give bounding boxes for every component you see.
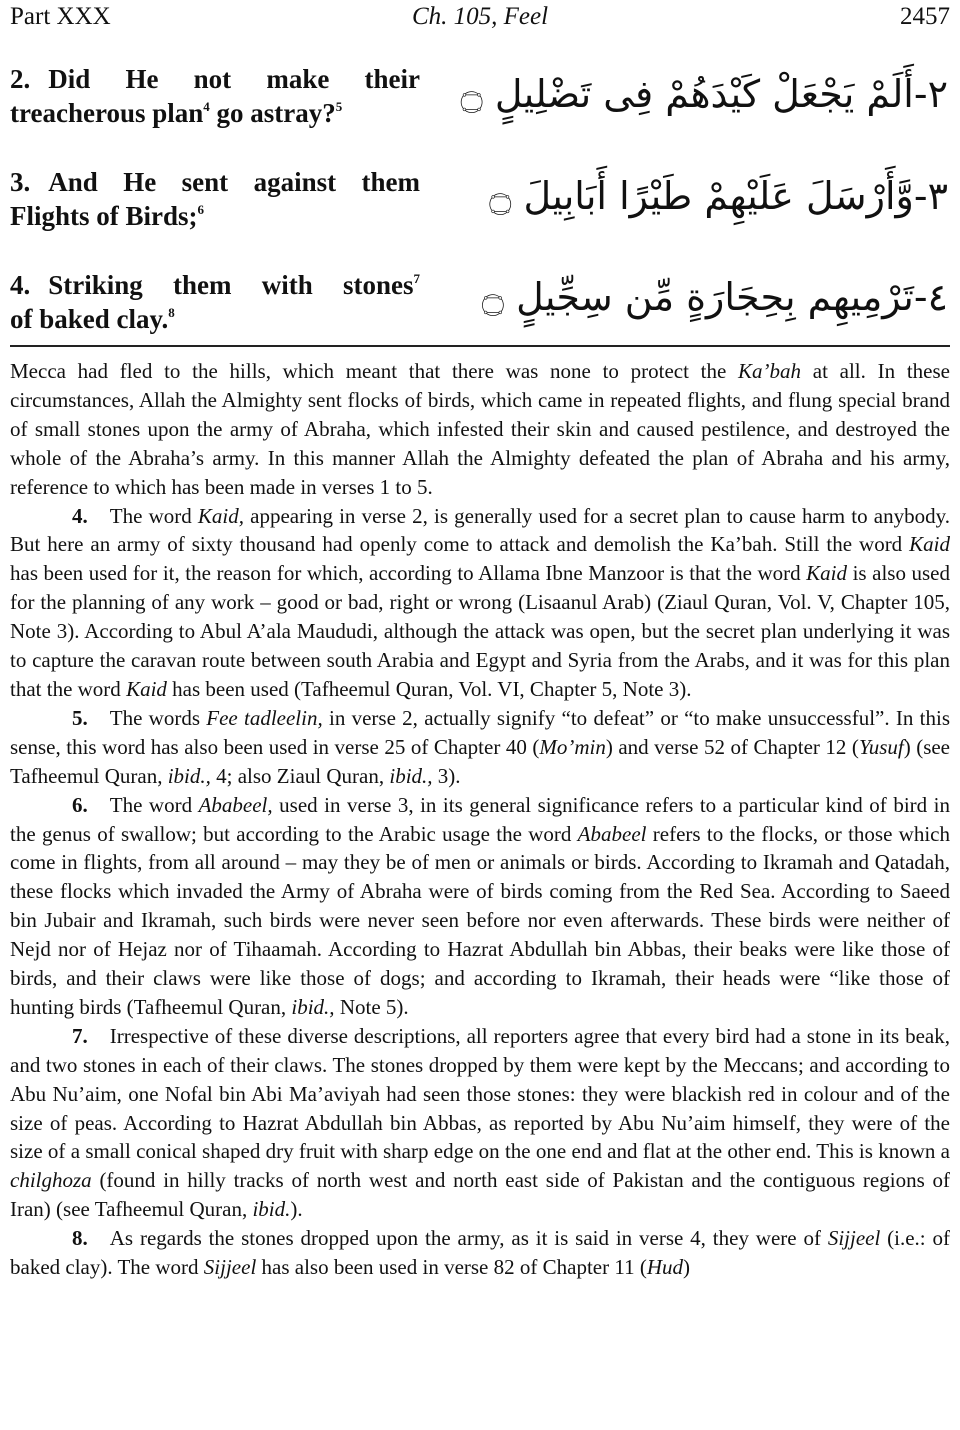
footnote-ref: 7 bbox=[413, 271, 420, 286]
verse-text: Flights of Birds; bbox=[10, 201, 198, 231]
italic-term: chilghoza bbox=[10, 1168, 92, 1193]
text: has been used (Tafheemul Quran, Vol. VI, Chapter 5, Note 3). bbox=[166, 676, 692, 701]
text: used in verse 3, in its general significance refers to a particular kind of bird in the genus of swallow; but according to the Arabic usage the word bbox=[10, 792, 950, 846]
commentary bbox=[10, 357, 950, 1282]
chapter-title: Ch. 105, Feel bbox=[411, 3, 549, 30]
italic-term: Kaid bbox=[126, 676, 167, 701]
page-header bbox=[10, 2, 950, 32]
note-7 bbox=[10, 1022, 950, 1224]
verse-number: 2. bbox=[10, 64, 31, 94]
verse-4-translation bbox=[10, 268, 420, 336]
text: has also been used in verse 82 of Chapter 11 ( bbox=[256, 1255, 647, 1280]
italic-term: Kaid bbox=[806, 561, 848, 586]
note-5 bbox=[10, 704, 950, 791]
verse-number: 4. bbox=[10, 270, 31, 300]
italic-term: Mo’min bbox=[539, 734, 606, 759]
text: Mecca had fled to the hills, which meant that there was none to protect the bbox=[10, 359, 739, 383]
italic-term: Kaid bbox=[909, 532, 950, 557]
italic-term: ibid., bbox=[291, 994, 335, 1019]
note-number: 4. bbox=[72, 503, 88, 528]
footnote-ref: 5 bbox=[335, 99, 343, 114]
note-number: 7. bbox=[72, 1023, 88, 1048]
italic-term: Fee tadleelin, bbox=[206, 705, 323, 730]
italic-term: Yusuf bbox=[858, 734, 904, 759]
verse-number: 3. bbox=[10, 167, 31, 197]
footnote-ref: 8 bbox=[168, 305, 175, 320]
note-4 bbox=[10, 502, 950, 704]
text: As regards the stones dropped upon the army, as it is said in verse 4, they were of bbox=[109, 1226, 828, 1251]
verse-3-translation bbox=[10, 165, 420, 233]
note-8 bbox=[10, 1224, 950, 1282]
text: is also used for the planning of any work – good or bad, right or wrong (Lisaanul Arab) (Ziaul Quran, Vol. V, Chapter 105, Note 3). According to Abul A’ala Maududi, although the attack was open, but the secret plan underlying it was to capture the caravan route between south Arabia and Egypt and Syria from the Arabs, and it was for this plan that the word bbox=[10, 561, 950, 701]
italic-term: Sijjeel bbox=[203, 1255, 257, 1280]
page-number: 2457 bbox=[900, 3, 950, 30]
paragraph bbox=[10, 357, 950, 502]
text: The word bbox=[109, 792, 199, 817]
italic-term: Ka’bah bbox=[738, 359, 802, 383]
verse-3-arabic: ٣-وَّأَرْسَلَ عَلَيْهِمْ طَيْرًا أَبَابِيلَ ۝ bbox=[489, 174, 948, 218]
text: has been used for it, the reason for which, according to Allama Ibne Manzoor is that the word bbox=[10, 561, 807, 586]
section-divider bbox=[10, 345, 950, 347]
verse-text: go astray? bbox=[209, 98, 336, 128]
text: at all. In these circumstances, Allah the Almighty sent flocks of birds, which came in repeated flights, and flung special brand of small stones upon the army of Abraha, which infested their skin and caused pestilence, and destroyed the whole of the Abraha’s army. In this manner Allah the Almighty defeated the plan of Abraha and his army, reference to which has been made in verses 1 to 5. bbox=[10, 359, 950, 499]
text: Irrespective of these diverse descriptions, all reporters agree that every bird had a stone in its beak, and two stones in each of their claws. The stones dropped by them were kept by the Meccans; and according to Abu Nu’aim, one Nofal bin Abi Ma’aviyah had seen those stones: they were blackish red in colour and of the size of peas. According to Hazrat Abdullah bin Abbas, as reported by Abu Nu’aim himself, they were of the size of a small conical shaped dry fruit with sharp edge on the one end and flat at the other end. This is known a bbox=[10, 1023, 950, 1164]
italic-term: Hud bbox=[646, 1255, 683, 1280]
text: (i.e.: of baked clay). The word bbox=[10, 1226, 950, 1280]
italic-term: Sijjeel bbox=[827, 1226, 881, 1251]
italic-term: Kaid, bbox=[197, 503, 244, 528]
text: ) and verse 52 of Chapter 12 ( bbox=[605, 734, 859, 759]
note-number: 8. bbox=[72, 1226, 88, 1251]
verse-2-translation bbox=[10, 62, 420, 130]
italic-term: Ababeel bbox=[577, 821, 647, 846]
verse-text: Did He not make their bbox=[48, 64, 420, 94]
italic-term: ibid., bbox=[167, 763, 211, 788]
footnote-ref: 4 bbox=[203, 99, 210, 114]
text: 4; also Ziaul Quran, bbox=[210, 763, 390, 788]
italic-term: Ababeel, bbox=[198, 792, 273, 817]
text: (found in hilly tracks of north west and north east side of Pakistan and the contiguous regions of Iran) (see Tafheemul Quran, bbox=[10, 1168, 950, 1222]
text: ) bbox=[682, 1255, 690, 1280]
verse-text: of baked clay. bbox=[10, 304, 169, 334]
note-6 bbox=[10, 791, 950, 1022]
footnote-ref: 6 bbox=[197, 202, 205, 217]
text: The words bbox=[109, 705, 207, 730]
verse-4-arabic: ٤-تَرْمِيهِم بِحِجَارَةٍ مِّن سِجِّيلٍ ۝ bbox=[481, 275, 948, 319]
verse-text: treacherous plan bbox=[10, 98, 204, 128]
italic-term: ibid. bbox=[252, 1197, 291, 1222]
note-number: 6. bbox=[72, 792, 88, 817]
text: Note 5). bbox=[334, 994, 409, 1019]
italic-term: ibid., bbox=[389, 763, 433, 788]
part-label: Part XXX bbox=[10, 3, 111, 30]
text: 3). bbox=[432, 763, 461, 788]
verse-text: And He sent against them bbox=[48, 167, 420, 197]
text: appearing in verse 2, is generally used for a secret plan to cause harm to anybody. But here an army of sixty thousand had openly come to attack and demolish the Ka’bah. Still the word bbox=[10, 503, 950, 557]
text: refers to the flocks, or those which come in flights, from all around – may they be of men or animals or birds. According to Ikramah and Qatadah, these flocks which invaded the Army of Abraha were of birds coming from the Red Sea. According to Saeed bin Jubair and Ikramah, such birds were never seen before nor even afterwards. These birds were neither of Nejd nor of Hejaz nor of Tihaamah. According to Hazrat Abdullah bin Abbas, their beaks were like those of birds, and their claws were like those of dogs; and according to Ikramah, their heads were “like those of hunting birds (Tafheemul Quran, bbox=[10, 821, 951, 1019]
text: ) (see Tafheemul Quran, bbox=[10, 734, 951, 788]
verse-text: Striking them with stones bbox=[48, 270, 414, 300]
text: in verse 2, actually signify “to defeat” or “to make unsuccessful”. In this sense, this word has also been used in verse 25 of Chapter 40 ( bbox=[10, 705, 950, 759]
text: The word bbox=[109, 503, 198, 528]
text: ). bbox=[290, 1197, 303, 1222]
note-number: 5. bbox=[72, 705, 88, 730]
verse-2-arabic: ٢-أَلَمْ يَجْعَلْ كَيْدَهُمْ فِى تَضْلِيلٍ ۝ bbox=[460, 72, 948, 116]
